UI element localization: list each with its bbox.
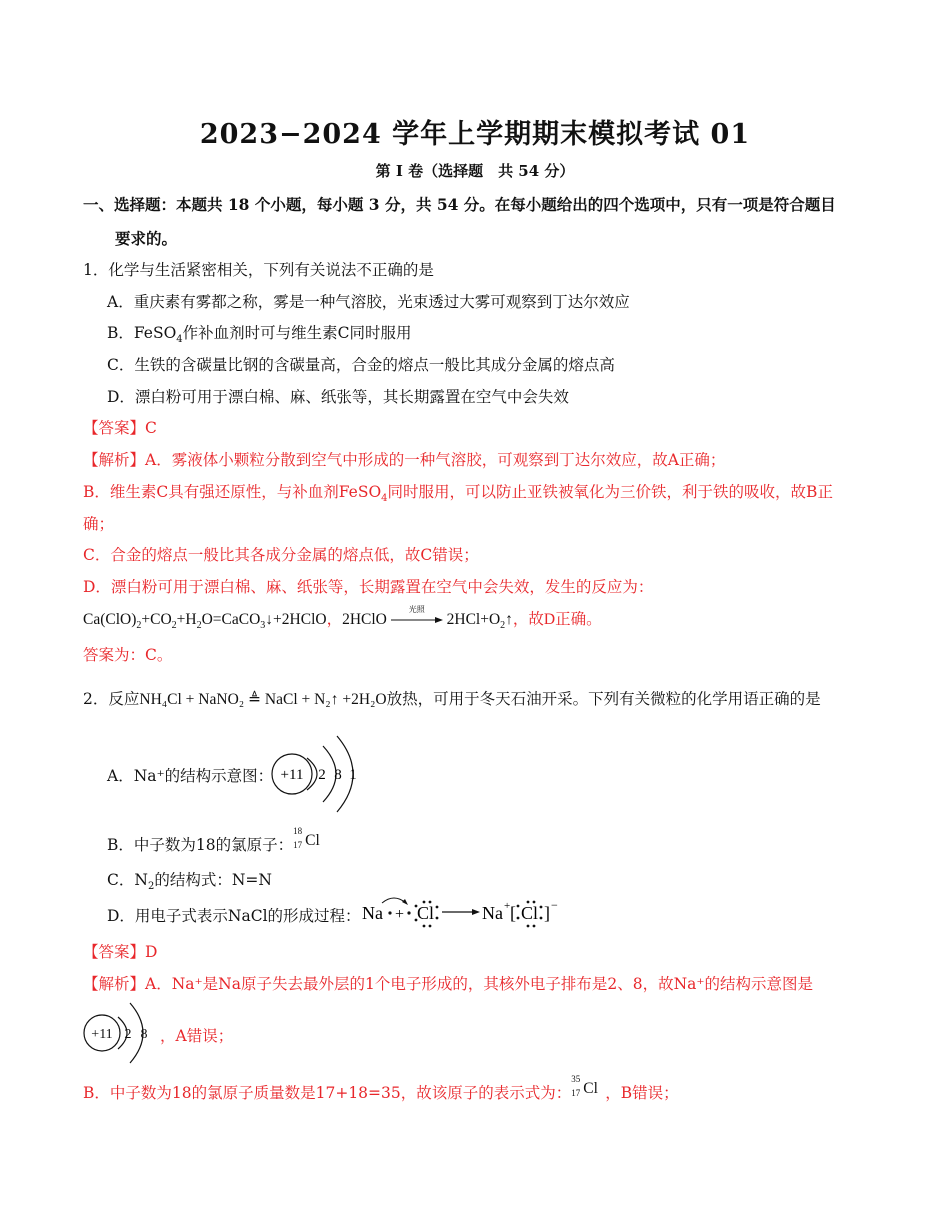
q1-analysis-b: B．维生素C具有强还原性，与补血剂FeSO$_4$同时服用，可以防止亚铁被氧化为三价铁，利于铁的吸收，故B正: [83, 483, 833, 505]
q2-option-b: B．中子数为18的氯原子： 18 17 Cl: [107, 826, 320, 854]
svg-text:+: +: [395, 906, 405, 923]
q1-option-a: A．重庆素有雾都之称，雾是一种气溶胶，光束透过大雾可观察到丁达尔效应: [107, 293, 630, 311]
svg-text:Na: Na: [362, 903, 383, 923]
q1-answer: 【答案】C: [83, 419, 157, 437]
q2-analysis-a-tail: ，A错误；: [160, 1027, 234, 1045]
na-ion-structure-diagram: [265, 728, 365, 818]
q2-analysis-b: B．中子数为18的氯原子质量数是17+18=35，故该原子的表示式为： 35 17 Cl ，B错误；: [83, 1074, 679, 1102]
reaction-arrow: 光照: [391, 613, 443, 627]
q1-analysis-c: C．合金的熔点一般比其各成分金属的熔点低，故C错误；: [83, 546, 479, 564]
svg-text:]: ]: [544, 903, 550, 923]
q2-analysis-a: 【解析】A．Na⁺是Na原子失去最外层的1个电子形成的，其核外电子排布是2、8，故Na⁺的结构示意图是: [83, 975, 814, 993]
q2-option-a: A．Na⁺的结构示意图：: [107, 767, 274, 785]
q2-option-d: D．用电子式表示NaCl的形成过程：: [107, 907, 361, 925]
svg-text:Na: Na: [482, 903, 503, 923]
svg-text:1: 1: [349, 767, 357, 783]
svg-text:+: +: [504, 900, 511, 912]
q1-conclusion: 答案为：C。: [83, 646, 173, 664]
q1-analysis-b-cont: 确；: [83, 515, 115, 533]
svg-text:8: 8: [140, 1027, 148, 1042]
page-subtitle: 第 I 卷（选择题 共 54 分）: [375, 162, 575, 180]
svg-text:2: 2: [124, 1027, 132, 1042]
q1-option-c: C．生铁的含碳量比钢的含碳量高，合金的熔点一般比其成分金属的熔点高: [107, 356, 615, 374]
nacl-formation-electron-diagram: [358, 891, 568, 933]
q2-answer: 【答案】D: [83, 943, 158, 961]
q1-analysis-a: 【解析】A．雾液体小颗粒分散到空气中形成的一种气溶胶，可观察到丁达尔效应，故A正确；: [83, 451, 726, 469]
na-ion-structure-answer-diagram: [80, 995, 160, 1073]
svg-text:Cl: Cl: [417, 903, 435, 923]
svg-text:Cl: Cl: [521, 903, 539, 923]
section-heading-line1: 一、选择题：本题共 18 个小题，每小题 3 分，共 54 分。在每小题给出的四个选项中，只有一项是符合题目: [83, 195, 836, 214]
q1-option-d: D．漂白粉可用于漂白棉、麻、纸张等，其长期露置在空气中会失效: [107, 388, 569, 406]
svg-text:8: 8: [334, 767, 342, 783]
svg-text:+11: +11: [91, 1027, 113, 1042]
svg-text:−: −: [551, 898, 558, 912]
q1-equation: $Ca(ClO)_2+CO_2+H_2O=CaCO_3↓+2HClO$，2HClO 光照 $2HCl+O_2↑$，故D正确。: [83, 605, 602, 632]
q1-option-b: B．FeSO$_4$作补血剂时可与维生素C同时服用: [107, 324, 412, 346]
svg-text:[: [: [510, 903, 516, 923]
q2-stem: 2．反应NH₄Cl + NaNO₂ ≜ NaCl + N₂↑ +2H₂O放热，可用于冬天石油开采。下列有关微粒的化学用语正确的是: [83, 690, 821, 708]
svg-text:+11: +11: [280, 767, 304, 783]
svg-text:2: 2: [318, 767, 326, 783]
q1-analysis-d: D．漂白粉可用于漂白棉、麻、纸张等，长期露置在空气中会失效，发生的反应为：: [83, 578, 654, 596]
q1-stem: 1．化学与生活紧密相关，下列有关说法不正确的是: [83, 261, 434, 279]
section-heading-line2: 要求的。: [115, 229, 178, 248]
page-title: 2023−2024 学年上学期期末模拟考试 01: [199, 119, 751, 150]
q2-option-c: C．$N_2$的结构式：N=N: [107, 871, 272, 893]
